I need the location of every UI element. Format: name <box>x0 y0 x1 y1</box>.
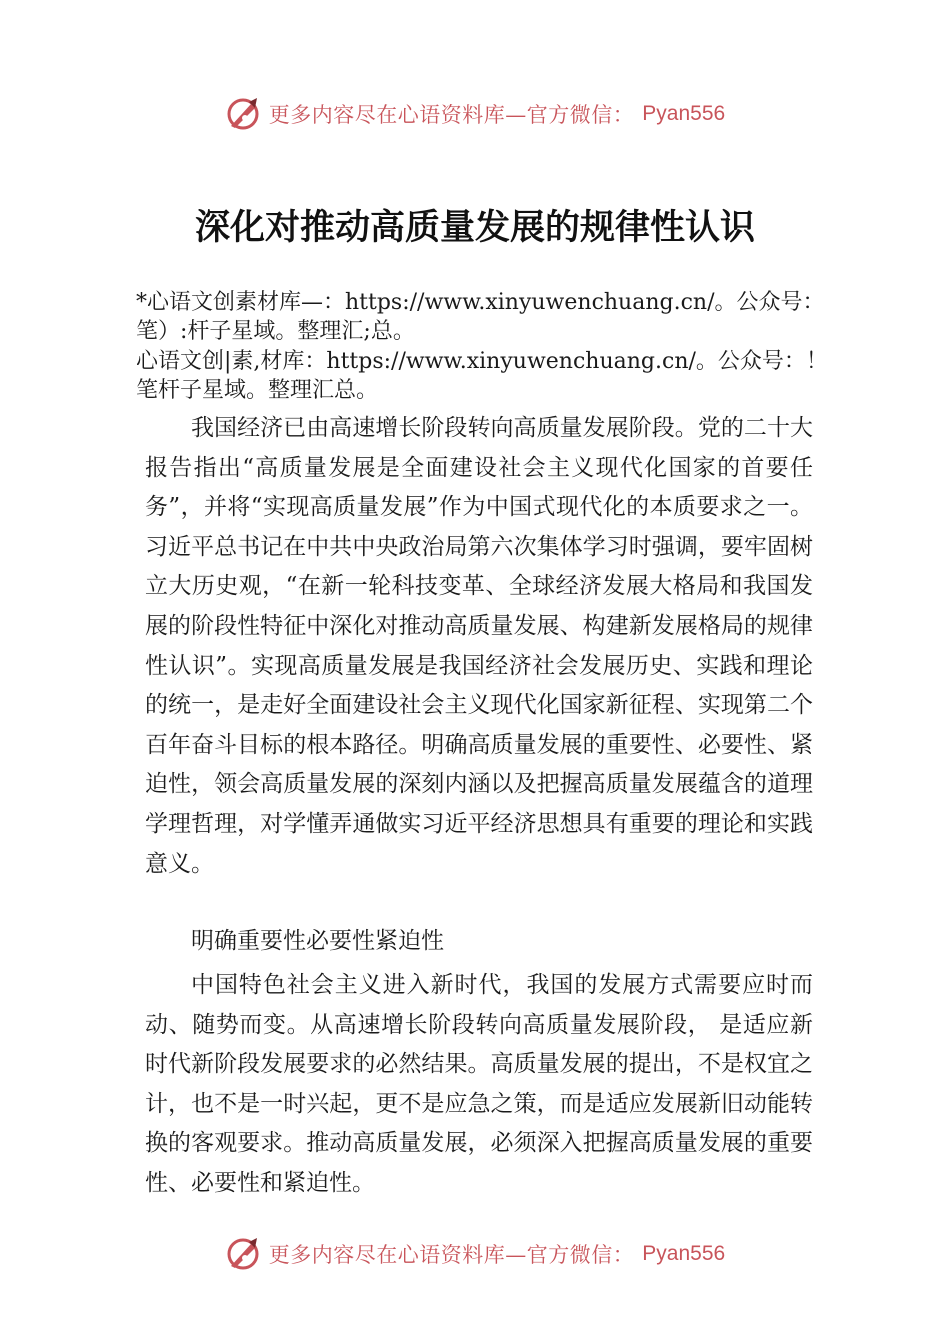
quill-pen-logo-icon <box>225 96 261 132</box>
section-heading: 明确重要性必要性紧迫性 <box>191 928 444 954</box>
body-paragraph: 我国经济已由高速增长阶段转向高质量发展阶段。党的二十大报告指出“高质量发展是全面建设社会主义现代化国家的首要任务”，并将“实现高质量发展”作为中国式现代化的本质要求之一。习近平总书记在中共中央政治局第六次集体学习时强调，要牢固树立大历史观，“在新一轮科技变革、全球经济发展大格局和我国发展的阶段性特征中深化对推动高质量发展、构建新发展格局的规律性认识”。实现高质量发展是我国经济社会发展历史、实践和理论的统一，是走好全面建设社会主义现代化国家新征程、实现第二个百年奋斗目标的根本路径。明确高质量发展的重要性、必要性、紧迫性，领会高质量发展的深刻内涵以及把握高质量发展蕴含的道理学理哲理，对学懂弄通做实习近平经济思想具有重要的理论和实践意义。 <box>145 415 813 877</box>
watermark-wechat-handle: Pyan556 <box>642 1242 726 1265</box>
watermark-text: 更多内容尽在心语资料库—官方微信： <box>268 1243 635 1267</box>
document-title: 深化对推动高质量发展的规律性认识 <box>194 207 755 248</box>
watermark-wechat-handle: Pyan556 <box>642 102 726 125</box>
source-line: *心语文创素材库—：https://www.xinyuwenchuang.cn/。公众号：笔）:杆子星域。整理汇;总。 <box>136 290 825 344</box>
top-watermark-banner <box>0 92 950 136</box>
body-paragraph: 中国特色社会主义进入新时代，我国的发展方式需要应时而动、随势而变。从高速增长阶段转向高质量发展阶段， 是适应新时代新阶段发展要求的必然结果。高质量发展的提出，不是权宜之计，也不是一时兴起，更不是应急之策，而是适应发展新旧动能转换的客观要求。推动高质量发展，必须深入把握高质量发展的重要性、必要性和紧迫性。 <box>145 972 813 1196</box>
bottom-watermark-banner <box>0 1232 950 1276</box>
source-line: 心语文创|素,材库：https://www.xinyuwenchuang.cn/。公众号：！笔杆子星域。整理汇总。 <box>136 349 828 403</box>
watermark-text: 更多内容尽在心语资料库—官方微信： <box>268 103 635 127</box>
quill-pen-logo-icon <box>225 1236 261 1272</box>
